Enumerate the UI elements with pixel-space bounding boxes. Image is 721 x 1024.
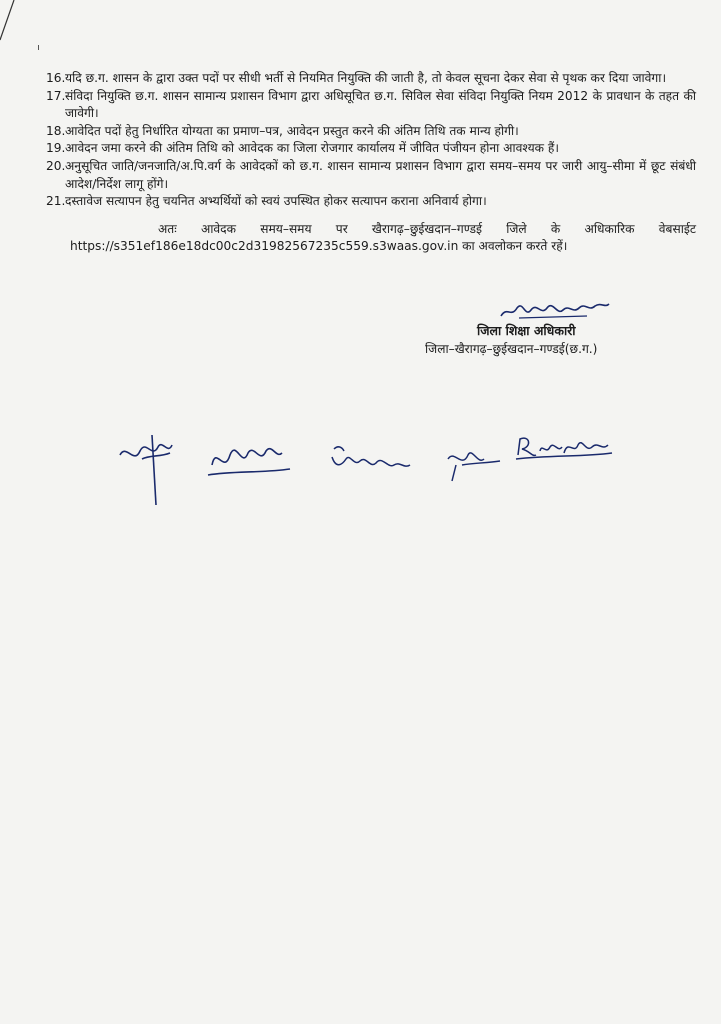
clause-item xyxy=(46,88,696,123)
clause-text: अनुसूचित जाति/जनजाति/अ.पि.वर्ग के आवेदकों को छ.ग. शासन सामान्य प्रशासन विभाग द्वारा समय–समय पर जारी आयु–सीमा में छूट संबंधी आदेश/निर्देश लागू होंगे। xyxy=(65,158,696,191)
margin-tick xyxy=(38,45,39,50)
clause-text: दस्तावेज सत्यापन हेतु चयनित अभ्यर्थियों को स्वयं उपस्थित होकर सत्यापन कराना अनिवार्य होगा। xyxy=(65,194,487,209)
clause-text: आवेदन जमा करने की अंतिम तिथि को आवेदक का जिला रोजगार कार्यालय में जीवित पंजीयन होना आवश्यक हैं। xyxy=(65,141,559,156)
clause-text: यदि छ.ग. शासन के द्वारा उक्त पदों पर सीधी भर्ती से नियमित नियुक्ति की जाती है, तो केवल सूचना देकर सेवा से पृथक कर दिया जावेगा। xyxy=(65,71,667,85)
committee-signature xyxy=(120,435,172,505)
clause-number: 18. xyxy=(46,123,66,138)
clause-number: 19. xyxy=(46,141,66,156)
committee-signature xyxy=(332,447,410,466)
signatory-place: जिला–खैरागढ़–छुईखदान–गण्डई(छ.ग.) xyxy=(425,342,598,356)
website-note-line1: अतः आवेदक समय–समय पर खैरागढ़–छुईखदान–गण्डई जिले के अधिकारिक वेबसाईट xyxy=(158,221,696,236)
clause-number: 21. xyxy=(46,194,66,209)
clause-number: 20. xyxy=(46,158,66,173)
clause-list xyxy=(46,70,696,256)
committee-signature xyxy=(448,453,500,481)
clause-item xyxy=(46,193,696,211)
page-edge-mark xyxy=(0,0,40,60)
clause-item xyxy=(46,123,696,141)
signatory-title: जिला शिक्षा अधिकारी xyxy=(477,323,576,338)
clause-text: आवेदित पदों हेतु निर्धारित योग्यता का प्रमाण–पत्र, आवेदन प्रस्तुत करने की अंतिम तिथि तक मान्य होगी। xyxy=(65,123,519,138)
clause-number: 17. xyxy=(46,88,66,103)
committee-signature xyxy=(516,438,612,459)
website-note-line2: https://s351ef186e18dc00c2d31982567235c559.s3waas.gov.in का अवलोकन करते रहें। xyxy=(70,239,568,254)
clause-text: संविदा नियुक्ति छ.ग. शासन सामान्य प्रशासन विभाग द्वारा अधिसूचित छ.ग. सिविल सेवा संविदा नियुक्ति नियम 2012 के प्रावधान के तहत की जावेगी। xyxy=(65,88,696,121)
clause-number: 16. xyxy=(46,71,66,85)
clause-item xyxy=(46,70,696,88)
clause-item xyxy=(46,158,696,193)
officer-signature xyxy=(497,296,612,324)
committee-signature xyxy=(208,449,290,475)
clause-item xyxy=(46,140,696,158)
committee-signatures xyxy=(112,425,632,515)
